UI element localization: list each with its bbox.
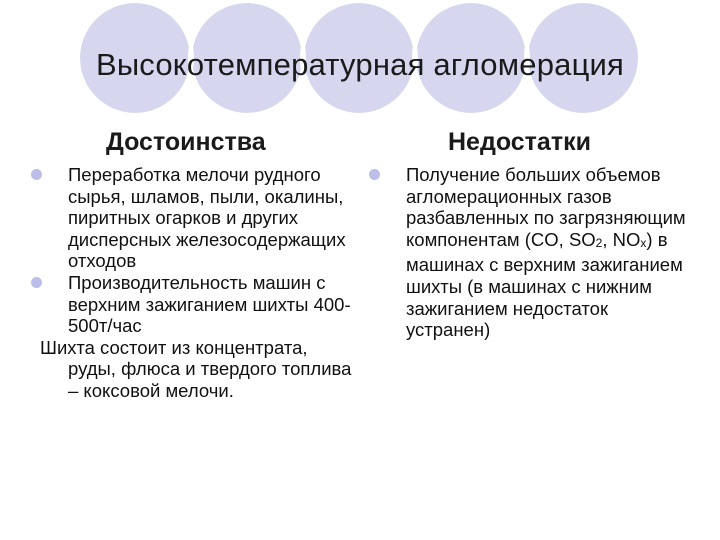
advantages-column [28, 164, 358, 402]
disadvantage-text-end: ) в машинах с верхним зажиганием шихты (в машинах с нижним зажиганием недостаток устранен) [406, 228, 683, 341]
bullet-icon [369, 169, 380, 180]
charge-note-text: Шихта состоит из концентрата, руды, флюса и твердого топлива – коксовой мелочи. [40, 336, 352, 401]
charge-note [28, 337, 358, 402]
bullet-icon [31, 277, 42, 288]
disadvantage-item [366, 164, 696, 341]
subscript: 2 [595, 235, 603, 250]
bullet-icon [31, 169, 42, 180]
advantage-item [28, 272, 358, 337]
advantages-heading: Достоинства [106, 128, 266, 156]
disadvantage-text-start: Получение больших объемов агломерационных газов разбавленных по загрязняющим компонентам (CO, SO [406, 164, 686, 250]
advantage-text: Производительность машин с верхним зажиганием шихты 400-500т/час [68, 271, 351, 337]
advantage-text: Переработка мелочи рудного сырья, шламов, пыли, окалины, пиритных огарков и других дисперсных железосодержащих отходов [68, 164, 346, 272]
subscript: x [640, 235, 647, 250]
slide-title: Высокотемпературная агломерация [95, 47, 625, 82]
disadvantages-heading: Недостатки [448, 128, 591, 156]
disadvantages-column [366, 164, 696, 341]
advantage-item [28, 164, 358, 272]
disadvantage-text-mid: , NO [602, 228, 641, 250]
